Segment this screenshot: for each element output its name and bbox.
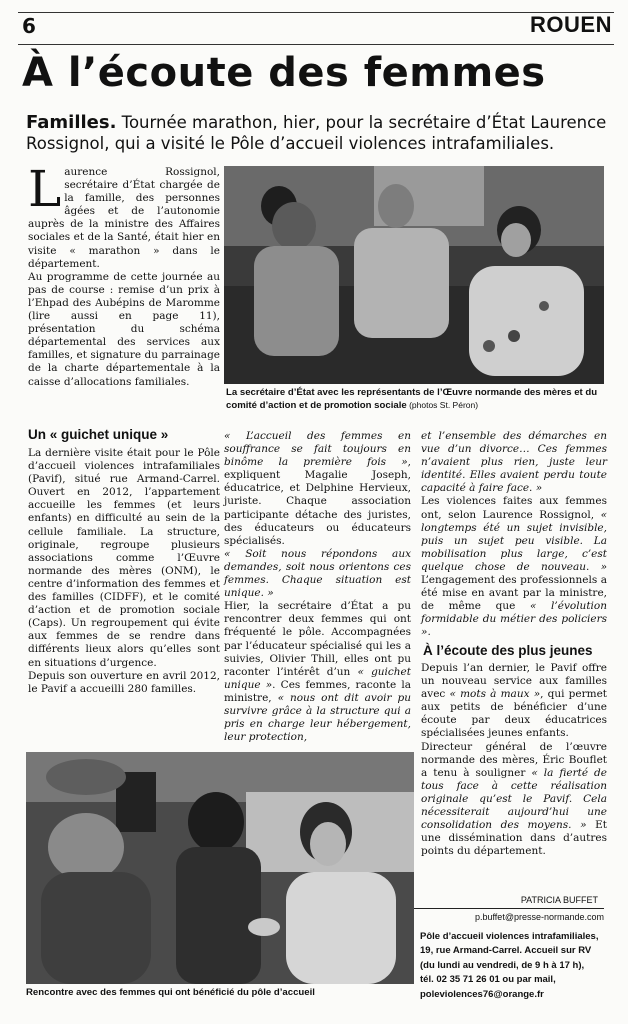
info-line-4: tél. 02 35 71 26 01 ou par mail,: [420, 974, 556, 986]
photo-credit: (photos St. Péron): [406, 400, 479, 410]
col2-text-3: . Ces femmes, raconte la ministre,: [224, 678, 412, 704]
section2-p1a: Depuis l’an dernier, le Pavif offre un nouveau service aux familles avec: [421, 662, 607, 701]
photo-handshake: [26, 752, 414, 984]
quote-7: « l’évolution formidable du métier des policiers »: [421, 600, 607, 639]
subhead-guichet-unique: Un « guichet unique »: [28, 427, 169, 442]
quote-9: « la fierté de tous face à cette réalisation originale qu’est le Pavif. Cela nécessiterait aujourd’hui une consolidation des moyens. »: [421, 766, 607, 832]
info-line-3: (du lundi au vendredi, de 9 h à 17 h),: [420, 959, 585, 971]
quote-2: « Soit nous répondons aux demandes, soit nous orientons ces femmes. Chaque situation est unique. »: [224, 547, 411, 600]
intro-p2: Au programme de cette journée au pas de course : remise d’un prix à l’Ehpad des Aubépins de Maromme (lire aussi en page 11), présentation du schéma départemental des services aux familles, et signature du parrainage de la charte départementale à la caisse d’allocations familiales.: [28, 270, 220, 388]
deck-lead: Familles.: [26, 112, 117, 133]
photo-handshake-image: [26, 752, 414, 984]
info-box: [420, 930, 615, 1002]
section1-text: [28, 447, 220, 696]
top-rule: [18, 12, 614, 13]
photo-bottom-caption: Rencontre avec des femmes qui ont bénéficié du pôle d’accueil: [26, 987, 315, 998]
section2-p2b: Et une dissémination dans d’autres points du département.: [421, 819, 607, 858]
deck: [26, 112, 616, 154]
headline: À l’écoute des femmes: [22, 50, 546, 96]
quote-3: « guichet unique »: [224, 665, 411, 691]
intro-p1: aurence Rossignol, secrétaire d’État chargée de la famille, des personnes âgées et de l’autonomie auprès de la ministre des Affaires sociales et de la Santé, était hier en visite « marathon » dans le département.: [28, 166, 220, 270]
info-line-1: Pôle d’accueil violences intrafamiliales,: [420, 931, 599, 942]
byline-rule: [414, 908, 604, 909]
quote-8: « mots à maux »: [449, 688, 541, 701]
col3-text-1: Les violences faites aux femmes ont, selon Laurence Rossignol,: [421, 495, 607, 521]
info-line-2: 19, rue Armand-Carrel. Accueil sur RV: [420, 945, 592, 957]
section1-p2: Depuis son ouverture en avril 2012, le Pavif a accueilli 280 familles.: [28, 669, 220, 695]
section-label: ROUEN: [530, 12, 612, 37]
column2-text: [224, 430, 411, 744]
photo-meeting-sofa-image: [224, 166, 604, 384]
section2-p1b: , qui permet aux petits de bénéficier d’une écoute par deux éducatrices spécialisées jeunes enfants.: [421, 688, 608, 740]
section2-text: [421, 662, 607, 858]
header-rule: [18, 44, 614, 45]
photo-top-caption-text: La secrétaire d’État avec les représentants de l’Œuvre normande des mères et du comité d’action et de promotion sociale: [226, 387, 598, 411]
column3-text: [421, 430, 607, 640]
page-number: 6: [22, 14, 36, 38]
col2-text-1: , expliquent Magalie Joseph, éducatrice, et Delphine Hervieux, juriste. Chaque association participante détache des juristes, des éducateurs ou éducateurs spécialisés.: [224, 456, 411, 547]
col2-text-2: Hier, la secrétaire d’État a pu rencontrer deux femmes qui ont fréquenté le pôle. Accompagnées par l’éducateur spécialisé qui les a suivies, Olivier Thill, elles ont pu raconter l’intérêt d’un: [224, 600, 411, 678]
quote-5: et l’ensemble des démarches en vue d’un divorce… Ces femmes n’avaient plus rien, juste leur identité. Elles avaient perdu toute capacité à faire face. »: [421, 430, 607, 495]
quote-1: « L’accueil des femmes en souffrance se fait toujours en binôme la première fois »: [224, 430, 411, 469]
intro-text: [28, 160, 220, 389]
author-byline: PATRICIA BUFFET: [520, 895, 598, 905]
photo-meeting-sofa: [224, 166, 604, 384]
quote-4: « nous ont dit avoir pu survivre grâce à la structure qui a pris en charge leur hébergement, leur protection,: [224, 691, 412, 744]
col3-text-2: L’engagement des professionnels a été mise en avant par la ministre, de même que: [421, 574, 607, 613]
section2-p2a: Directeur général de l’œuvre normande des mères, Éric Bouflet a tenu à souligner: [421, 740, 607, 779]
photo-top-caption: [226, 387, 606, 412]
section1-p1: La dernière visite était pour le Pôle d’accueil violences intrafamiliales (Pavif), situé rue Armand-Carrel. Ouvert en 2012, l’appartement accueille les femmes (et leurs enfants) en difficulté au sein de la cellule familiale. La structure, originale, regroupe plusieurs associations comme l’Œuvre normande des mères (ONM), le centre d’information des femmes et des familles (CIDFF), et le comité d’action et de promotion sociale (Caps). Un regroupement qui évite aux femmes de se rendre dans différents lieux alors qu’elles sont en situations d’urgence.: [28, 447, 220, 669]
subhead-plus-jeunes: À l’écoute des plus jeunes: [423, 643, 593, 658]
col3-text-3: .: [427, 626, 431, 639]
author-email: p.buffet@presse-normande.com: [474, 912, 604, 922]
dropcap: L: [28, 160, 62, 218]
info-line-5: poleviolences76@orange.fr: [420, 988, 544, 1000]
deck-text: Tournée marathon, hier, pour la secrétaire d’État Laurence Rossignol, qui a visité le Pôle d’accueil violences intrafamiliales.: [26, 113, 607, 153]
quote-6: « longtemps été un sujet invisible, puis un sujet peu visible. La mobilisation plus large, c’est quelque chose de nouveau. »: [421, 508, 607, 573]
